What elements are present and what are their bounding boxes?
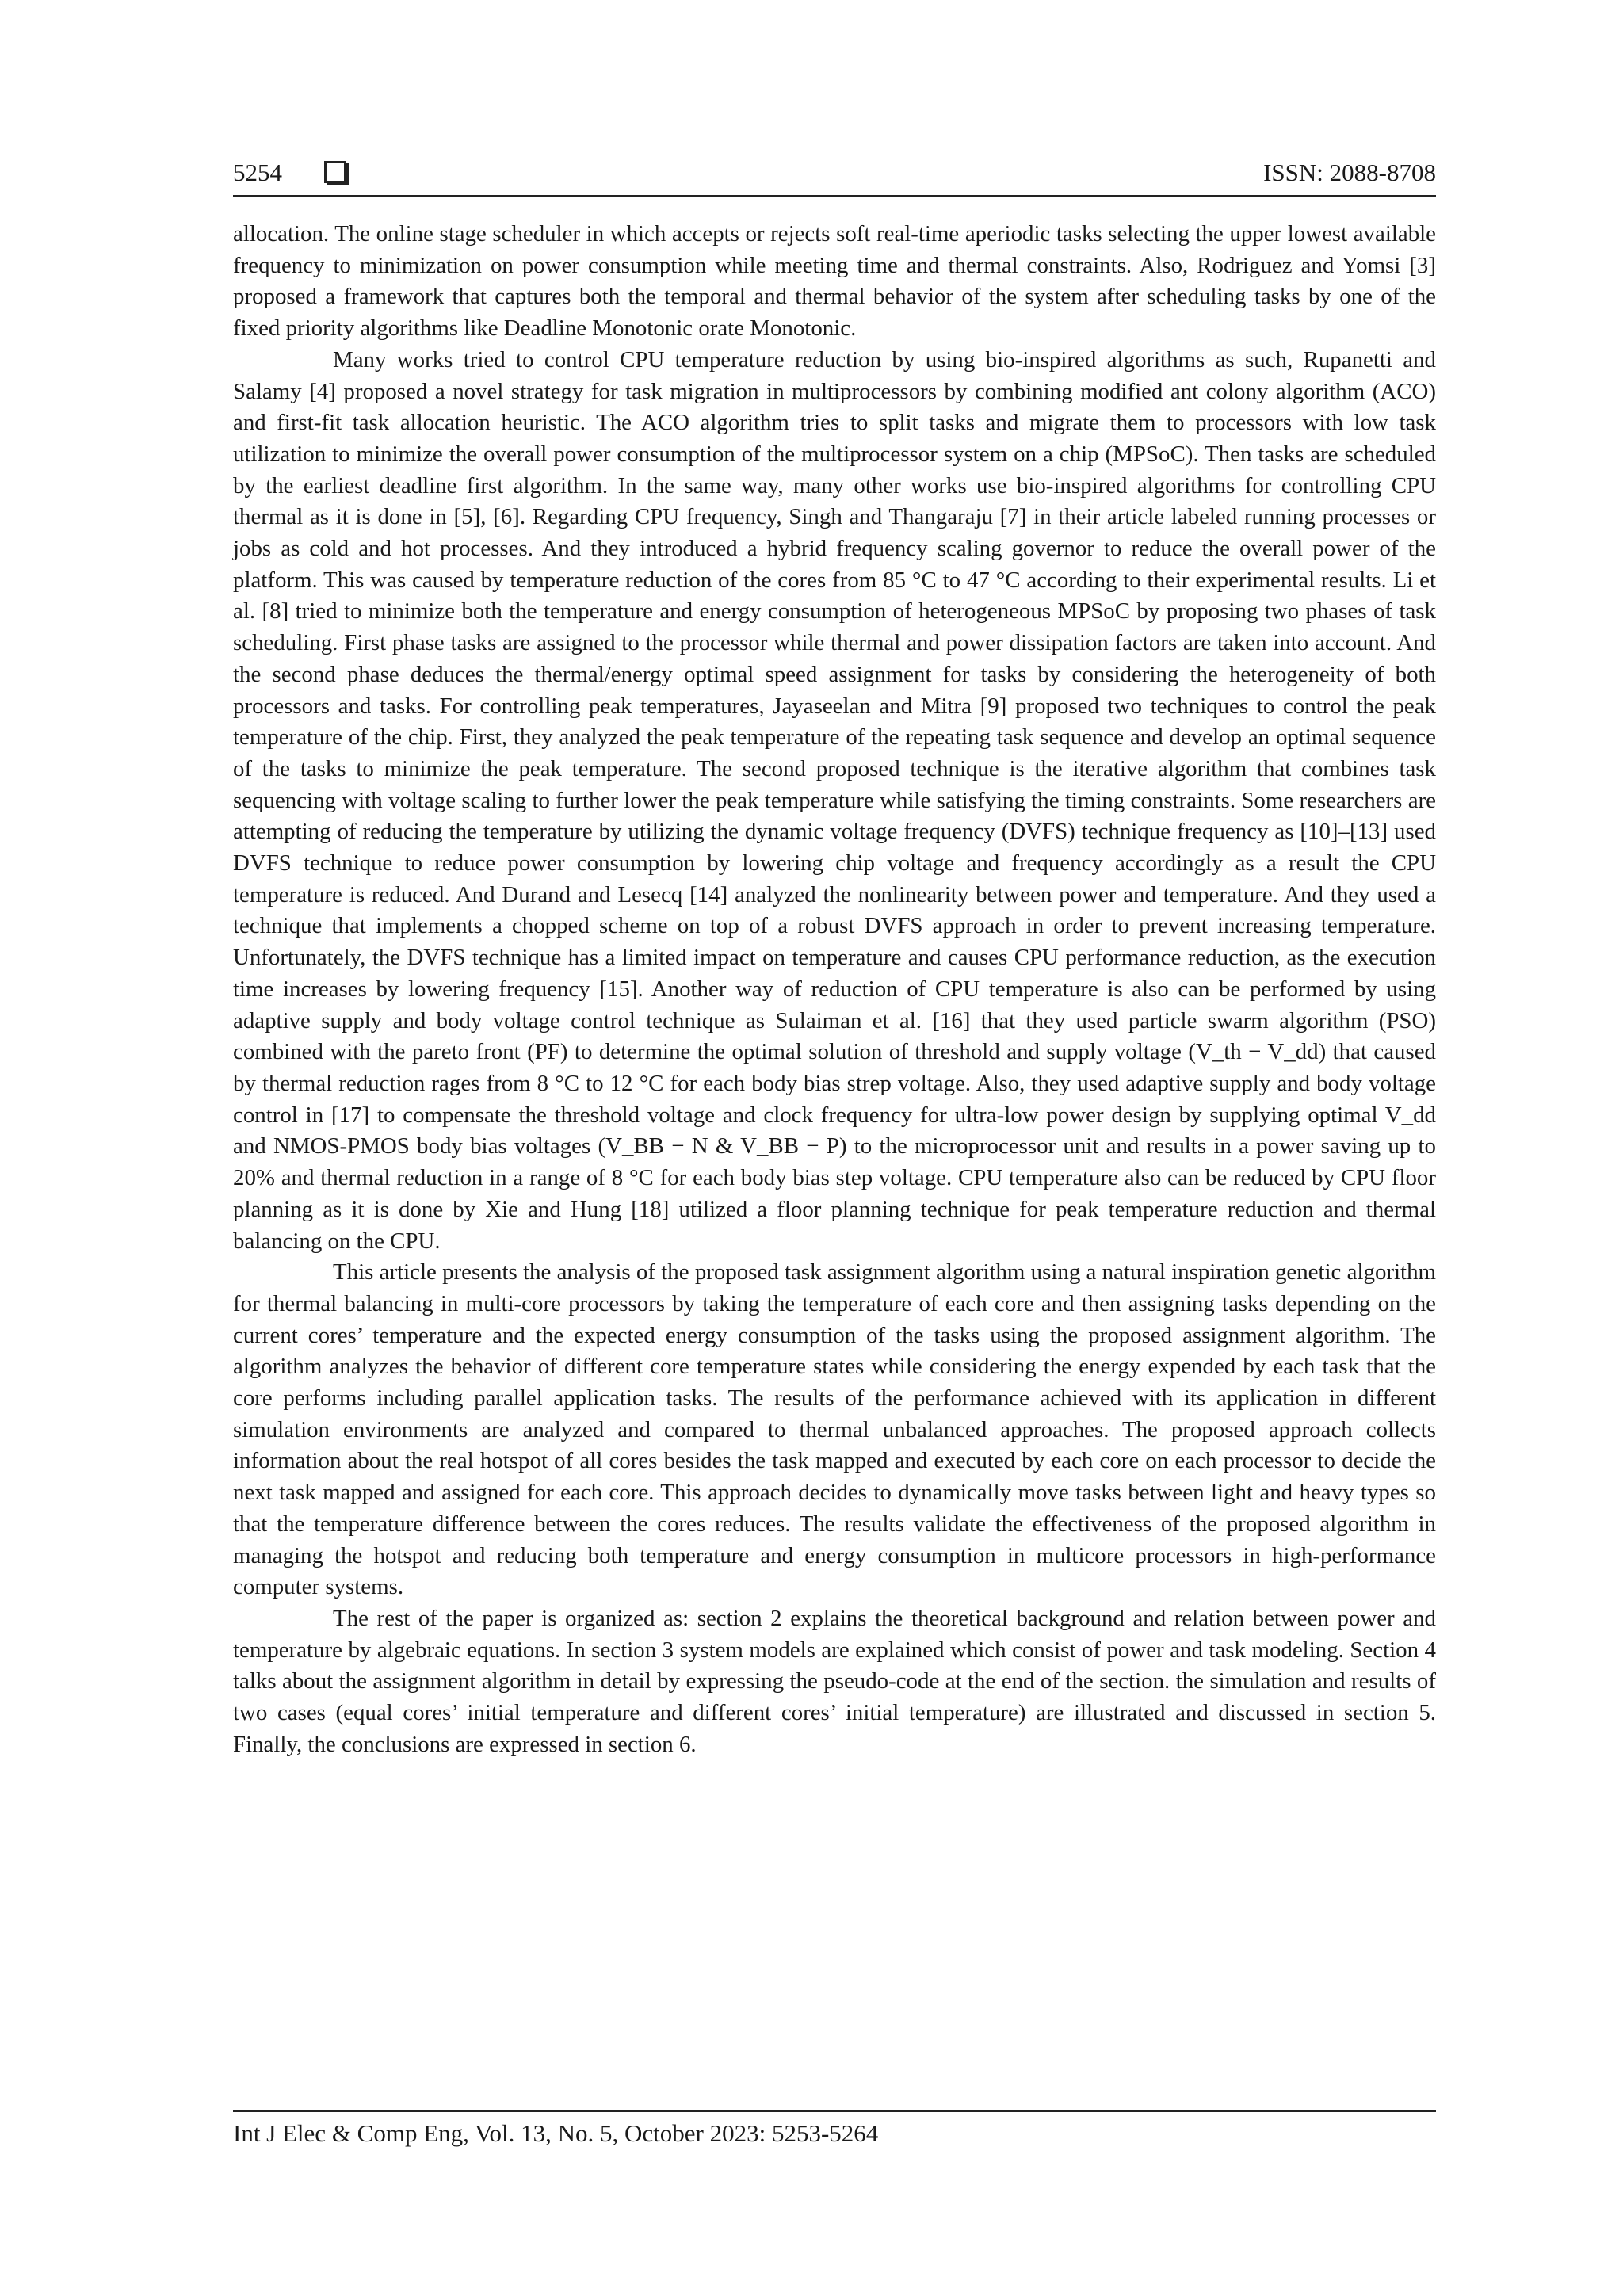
page-header: [233, 155, 1436, 197]
page-number: 5254: [233, 159, 282, 186]
journal-citation: Int J Elec & Comp Eng, Vol. 13, No. 5, October 2023: 5253-5264: [233, 2119, 879, 2147]
paragraph-1: allocation. The online stage scheduler in which accepts or rejects soft real-time aperiodic tasks selecting the upper lowest available frequency to minimization on power consumption while meeting time and thermal constraints. Also, Rodriguez and Yomsi [3] proposed a framework that captures both the temporal and thermal behavior of the system after scheduling tasks by one of the fixed priority algorithms like Deadline Monotonic orate Monotonic.: [233, 221, 1436, 342]
paragraph-2: Many works tried to control CPU temperature reduction by using bio-inspired algorithms as such, Rupanetti and Salamy [4] proposed a novel strategy for task migration in multiprocessors by combining modified ant colony algorithm (ACO) and first-fit task allocation heuristic. The ACO algorithm tries to split tasks and migrate them to processors with low task utilization to minimize the overall power consumption of the multiprocessor system on a chip (MPSoC). Then tasks are scheduled by the earliest deadline first algorithm. In the same way, many other works use bio-inspired algorithms for controlling CPU thermal as it is done in [5], [6]. Regarding CPU frequency, Singh and Thangaraju [7] in their article labeled running processes or jobs as cold and hot processes. And they introduced a hybrid frequency scaling governor to reduce the overall power of the platform. This was caused by temperature reduction of the cores from 85 °C to 47 °C according to their experimental results. Li et al. [8] tried to minimize both the temperature and energy consumption of heterogeneous MPSoC by proposing two phases of task scheduling. First phase tasks are assigned to the processor while thermal and power dissipation factors are taken into account. And the second phase deduces the thermal/energy optimal speed assignment for tasks by considering the heterogeneity of both processors and tasks. For controlling peak temperatures, Jayaseelan and Mitra [9] proposed two techniques to control the peak temperature of the chip. First, they analyzed the peak temperature of the repeating task sequence and develop an optimal sequence of the tasks to minimize the peak temperature. The second proposed technique is the iterative algorithm that combines task sequencing with voltage scaling to further lower the peak temperature while satisfying the timing constraints. Some researchers are attempting of reducing the temperature by utilizing the dynamic voltage frequency (DVFS) technique frequency as [10]–[13] used DVFS technique to reduce power consumption by lowering chip voltage and frequency accordingly as a result the CPU temperature is reduced. And Durand and Lesecq [14] analyzed the nonlinearity between power and temperature. And they used a technique that implements a chopped scheme on top of a robust DVFS approach in order to prevent increasing temperature. Unfortunately, the DVFS technique has a limited impact on temperature and causes CPU performance reduction, as the execution time increases by lowering frequency [15]. Another way of reduction of CPU temperature is also can be performed by using adaptive supply and body voltage control technique as Sulaiman et al. [16] that they used particle swarm algorithm (PSO) combined with the pareto front (PF) to determine the optimal solution of threshold and supply voltage (V_th − V_dd) that caused by thermal reduction rages from 8 °C to 12 °C for each body bias strep voltage. Also, they used adaptive supply and body voltage control in [17] to compensate the threshold voltage and clock frequency for ultra-low power design by supplying optimal V_dd and NMOS-PMOS body bias voltages (V_BB − N & V_BB − P) to the microprocessor unit and results in a power saving up to 20% and thermal reduction in a range of 8 °C for each body bias step voltage. CPU temperature also can be reduced by CPU floor planning as it is done by Xie and Hung [18] utilized a floor planning technique for peak temperature reduction and thermal balancing on the CPU.: [233, 346, 1436, 1254]
footer-rule: [233, 2110, 1436, 2112]
square-icon: [324, 161, 346, 183]
body-text: [233, 219, 1436, 1760]
paragraph-3: This article presents the analysis of the proposed task assignment algorithm using a natural inspiration genetic algorithm for thermal balancing in multi-core processors by taking the temperature of each core and then assigning tasks depending on the current cores’ temperature and the expected energy consumption of the tasks using the proposed assignment algorithm. The algorithm analyzes the behavior of different core temperature states while considering the energy expended by each task that the core performs including parallel application tasks. The results of the performance achieved with its application in different simulation environments are analyzed and compared to thermal unbalanced approaches. The proposed approach collects information about the real hotspot of all cores besides the task mapped and executed by each core on each processor to decide the next task mapped and assigned for each core. This approach decides to dynamically move tasks between light and heavy types so that the temperature difference between the cores reduces. The results validate the effectiveness of the proposed algorithm in managing the hotspot and reducing both temperature and energy consumption in multicore processors in high-performance computer systems.: [233, 1259, 1436, 1600]
page-footer: [233, 2110, 1436, 2157]
issn-label: ISSN: 2088-8708: [1263, 159, 1436, 186]
header-rule: [233, 195, 1436, 197]
paragraph-4: The rest of the paper is organized as: section 2 explains the theoretical background and relation between power and temperature by algebraic equations. In section 3 system models are explained which consist of power and task modeling. Section 4 talks about the assignment algorithm in detail by expressing the pseudo-code at the end of the section. the simulation and results of two cases (equal cores’ initial temperature and different cores’ initial temperature) are illustrated and discussed in section 5. Finally, the conclusions are expressed in section 6.: [233, 1605, 1436, 1757]
